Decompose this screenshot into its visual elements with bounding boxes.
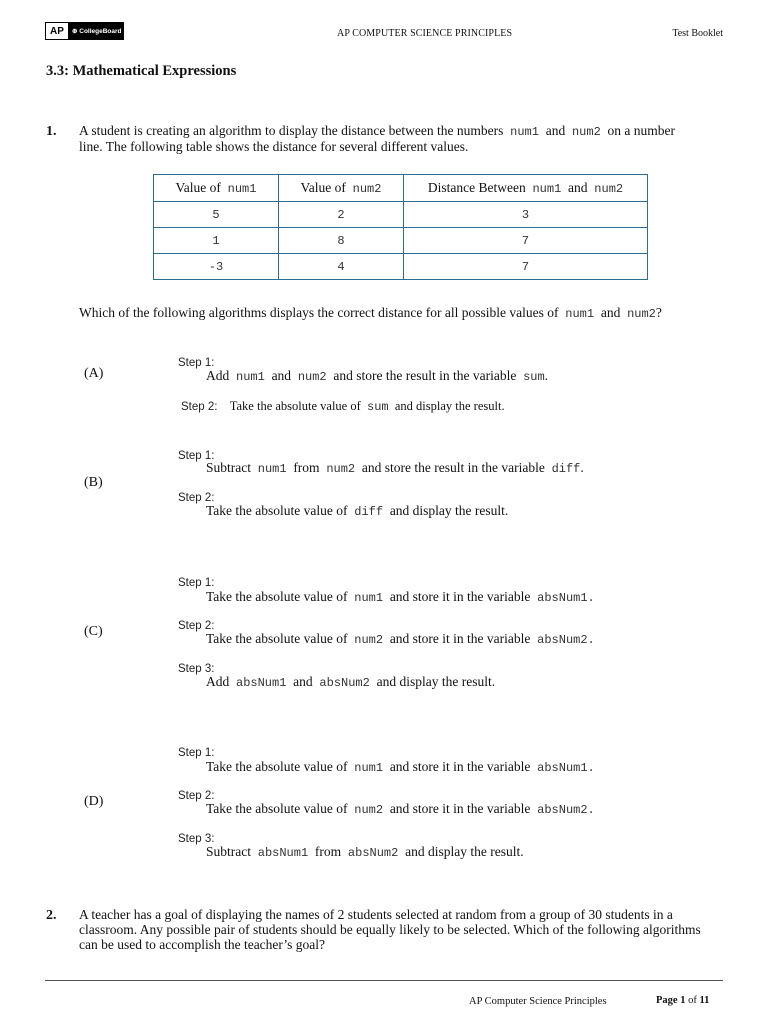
option-c-step-3-label: Step 3: <box>178 663 215 675</box>
option-a-step-2: Step 2: Take the absolute value of sum and display the result. <box>181 399 505 414</box>
footer-divider <box>45 980 723 981</box>
question-2-number: 2. <box>46 908 57 923</box>
logo-collegeboard: ⊕ CollegeBoard <box>68 23 123 39</box>
option-b-step-1-label: Step 1: <box>178 450 215 462</box>
option-c-step-1-label: Step 1: <box>178 577 215 589</box>
question-1-number: 1. <box>46 124 57 139</box>
header-test-booklet: Test Booklet <box>672 28 723 39</box>
option-d-label[interactable]: (D) <box>84 794 104 809</box>
table-cell: 7 <box>404 254 648 280</box>
footer-page-number: Page 1 of 11 <box>656 995 710 1006</box>
option-c-step-3: Add absNum1 and absNum2 and display the result. <box>206 674 496 690</box>
header-course-title: AP COMPUTER SCIENCE PRINCIPLES <box>337 28 513 39</box>
option-d-step-3-label: Step 3: <box>178 833 215 845</box>
table-header-row <box>154 175 648 202</box>
question-2-line-1: A teacher has a goal of displaying the names of 2 students selected at random from a group of 30 students in a <box>79 907 673 922</box>
table-cell: 3 <box>404 202 648 228</box>
option-a-label[interactable]: (A) <box>84 366 104 381</box>
option-a-step-1-label: Step 1: <box>178 357 215 369</box>
question-1-line-1: A student is creating an algorithm to display the distance between the numbers num1 and num2 on a number <box>79 123 676 139</box>
option-a-step-1: Add num1 and num2 and store the result in the variable sum. <box>206 368 549 384</box>
ap-collegeboard-logo <box>45 22 124 40</box>
question-1-prompt: Which of the following algorithms displays the correct distance for all possible values of num1 and num2? <box>79 305 662 321</box>
option-c-label[interactable]: (C) <box>84 624 103 639</box>
option-d-step-3: Subtract absNum1 from absNum2 and display the result. <box>206 844 524 860</box>
logo-ap: AP <box>46 23 68 39</box>
option-b-step-1: Subtract num1 from num2 and store the result in the variable diff. <box>206 460 584 476</box>
table-cell: 1 <box>154 228 279 254</box>
option-d-step-2: Take the absolute value of num2 and store it in the variable absNum2. <box>206 801 595 817</box>
option-d-step-1: Take the absolute value of num1 and store it in the variable absNum1. <box>206 759 595 775</box>
option-d-step-1-label: Step 1: <box>178 747 215 759</box>
table-cell: 4 <box>279 254 404 280</box>
question-1-line-2: line. The following table shows the distance for several different values. <box>79 139 469 154</box>
option-c-step-2-label: Step 2: <box>178 620 215 632</box>
option-d-step-2-label: Step 2: <box>178 790 215 802</box>
option-b-step-2-label: Step 2: <box>178 492 215 504</box>
option-c-step-2: Take the absolute value of num2 and store it in the variable absNum2. <box>206 631 595 647</box>
question-2-line-2: classroom. Any possible pair of students should be equally likely to be selected. Which of the following algorithms <box>79 922 701 937</box>
table-row <box>154 228 648 254</box>
table-header-distance: Distance Between num1 and num2 <box>404 175 648 202</box>
question-2-line-3: can be used to accomplish the teacher’s goal? <box>79 937 326 952</box>
section-title: 3.3: Mathematical Expressions <box>46 63 237 79</box>
table-row <box>154 202 648 228</box>
footer-course-name: AP Computer Science Principles <box>469 996 607 1007</box>
table-cell: 2 <box>279 202 404 228</box>
table-header-num2: Value of num2 <box>279 175 404 202</box>
table-row <box>154 254 648 280</box>
option-b-step-2: Take the absolute value of diff and display the result. <box>206 503 509 519</box>
table-cell: -3 <box>154 254 279 280</box>
option-b-label[interactable]: (B) <box>84 475 103 490</box>
table-cell: 8 <box>279 228 404 254</box>
table-header-num1: Value of num1 <box>154 175 279 202</box>
option-c-step-1: Take the absolute value of num1 and store it in the variable absNum1. <box>206 589 595 605</box>
distance-table <box>153 174 648 280</box>
table-cell: 7 <box>404 228 648 254</box>
table-cell: 5 <box>154 202 279 228</box>
